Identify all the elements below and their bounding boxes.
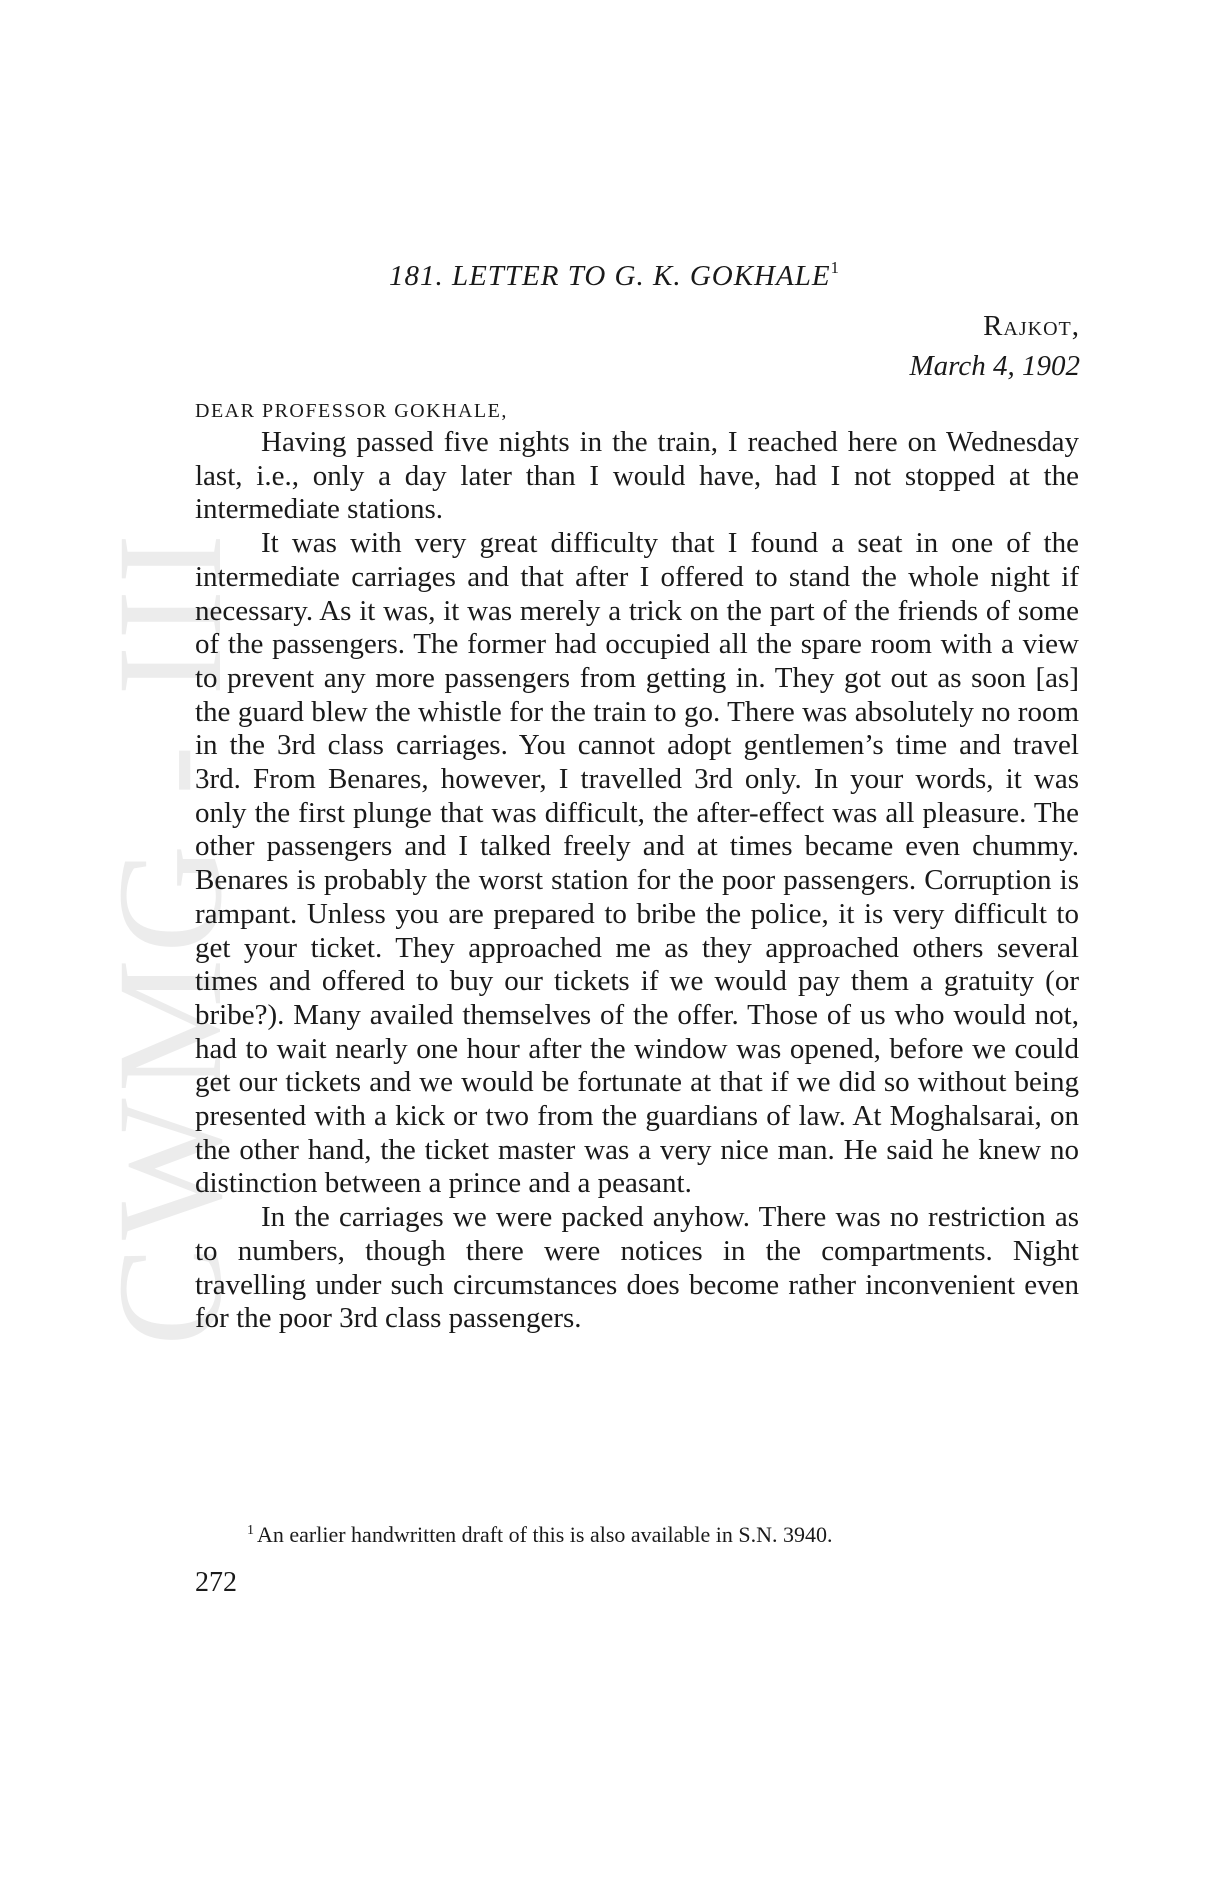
paragraph: It was with very great difficulty that I found a seat in one of the intermediate carriages and that after I offered to stand the whole night if necessary. As it was, it was merely a trick on the part of the friends of some of the passengers. The former had occupied all the spare room with a view to prevent any more passengers from getting in. They got out as soon [as] the guard blew the whistle for the train to go. There was absolutely no room in the 3rd class carriages. You cannot adopt gentlemen’s time and travel 3rd. From Benares, however, I travelled 3rd only. In your words, it was only the first plunge that was difficult, the after-effect was all pleasure. The other passengers and I talked freely and at times became even chummy. Benares is probably the worst station for the poor passengers. Corruption is rampant. Unless you are prepared to bribe the police, it is very difficult to get your ticket. They approached me as they approached others several times and offered to buy our tickets if we would pay them a gratuity (or bribe?). Many availed themselves of the offer. Those of us who would not, had to wait nearly one hour after the window was opened, before we could get our tickets and we would be fortunate at that if we did so without being presented with a kick or two from the guardians of law. At Moghalsarai, on the other hand, the ticket master was a very nice man. He said he knew no distinction between a prince and a peasant. xyxy=(195,527,1079,1200)
paragraph: In the carriages we were packed anyhow. There was no restriction as to numbers, though there were notices in the compartments. Night travelling under such circumstances does become rather inconvenient even for the poor 3rd class passengers. xyxy=(195,1201,1079,1335)
place-line: Rajkot, xyxy=(983,310,1080,342)
footnote-marker: 1 xyxy=(247,1523,254,1538)
page-number: 272 xyxy=(195,1567,237,1598)
watermark-text: CWMG - III xyxy=(87,527,253,1346)
letter-body xyxy=(195,426,1079,1336)
paragraph: Having passed five nights in the train, I reached here on Wednesday last, i.e., only a day later than I would have, had I not stopped at the intermediate stations. xyxy=(195,426,1079,526)
footnote xyxy=(247,1522,833,1548)
date-line: March 4, 1902 xyxy=(909,350,1080,382)
title-footnote-marker: 1 xyxy=(830,258,841,277)
letter-heading xyxy=(0,258,1229,293)
footnote-text: An earlier handwritten draft of this is also available in S.N. 3940. xyxy=(257,1522,833,1547)
letter-title: 181. LETTER TO G. K. GOKHALE xyxy=(388,260,831,292)
salutation: DEAR PROFESSOR GOKHALE, xyxy=(195,400,508,422)
